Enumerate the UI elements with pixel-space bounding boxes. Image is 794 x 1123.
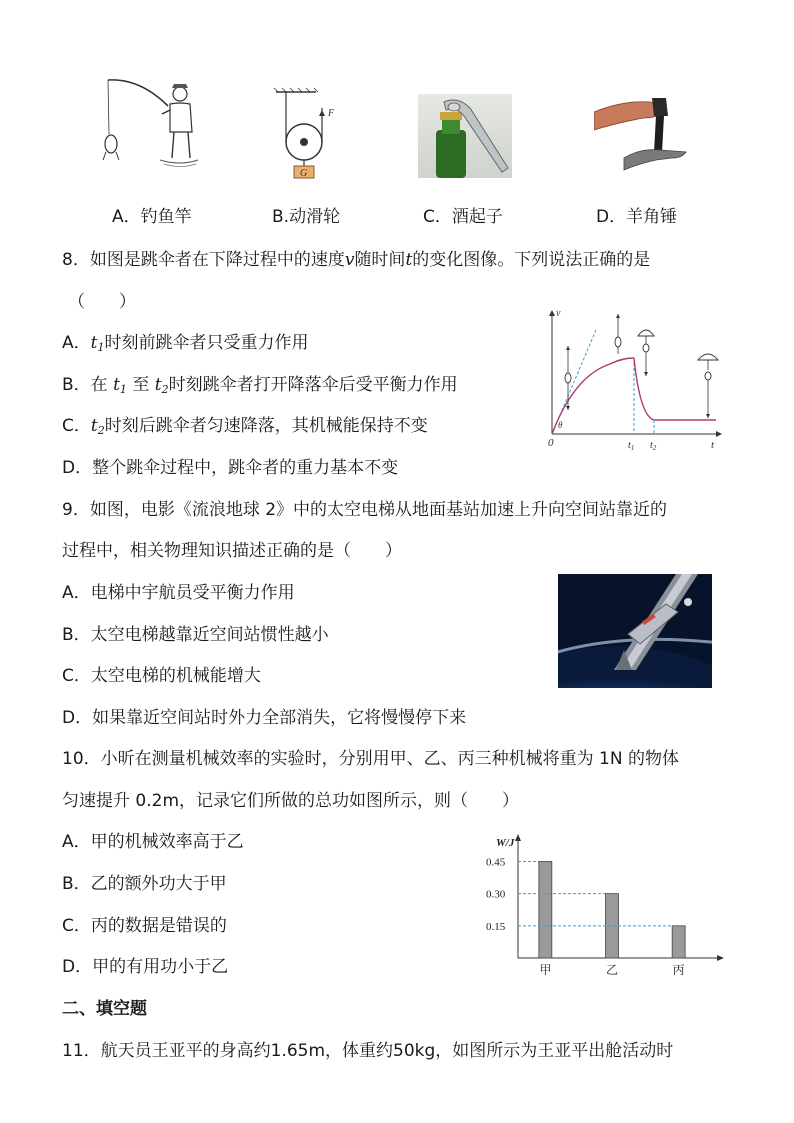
bottle-opener-photo bbox=[418, 94, 512, 178]
q9-stem-line2: 过程中，相关物理知识描述正确的是（ ） bbox=[62, 541, 402, 561]
movable-pulley-figure bbox=[272, 86, 352, 180]
q11-stem-line1: 11．航天员王亚平的身高约1.65m，体重约50kg，如图所示为王亚平出舱活动时 bbox=[62, 1041, 674, 1061]
space-elevator-photo bbox=[558, 574, 712, 688]
x-category-label: 乙 bbox=[605, 963, 619, 977]
q8-answer-bracket: （ ） bbox=[68, 292, 136, 312]
q10-option-c: C．丙的数据是错误的 bbox=[62, 916, 227, 936]
bar-2 bbox=[606, 894, 619, 958]
velocity-time-graph bbox=[540, 306, 726, 454]
graph-v-label: v bbox=[556, 308, 561, 319]
q10-stem-line1: 10．小昕在测量机械效率的实验时，分别用甲、乙、丙三种机械将重为 1N 的物体 bbox=[62, 749, 679, 769]
q9-stem-line1: 9．如图，电影《流浪地球 2》中的太空电梯从地面基站加速上升向空间站靠近的 bbox=[62, 500, 668, 520]
work-bar-chart bbox=[480, 830, 726, 982]
q7-option-d: D．羊角锤 bbox=[596, 207, 678, 227]
x-category-label: 丙 bbox=[672, 963, 685, 977]
q9-option-a: A．电梯中宇航员受平衡力作用 bbox=[62, 583, 295, 603]
q10-option-b: B．乙的额外功大于甲 bbox=[62, 874, 227, 894]
y-axis-label: W/J bbox=[496, 837, 515, 849]
q7-option-b: B.动滑轮 bbox=[272, 207, 341, 227]
q8-option-a: A．$t_1$时刻前跳伞者只受重力作用 bbox=[62, 333, 309, 354]
q9-option-d: D．如果靠近空间站时外力全部消失，它将慢慢停下来 bbox=[62, 708, 467, 728]
graph-t2-label: $t_2$ bbox=[650, 440, 657, 452]
bar-3 bbox=[672, 926, 685, 958]
graph-theta-label: θ bbox=[558, 420, 563, 430]
q9-option-b: B．太空电梯越靠近空间站惯性越小 bbox=[62, 625, 329, 645]
graph-t1-label: $t_1$ bbox=[628, 440, 635, 452]
graph-t-label: t bbox=[711, 439, 715, 451]
q10-option-a: A．甲的机械效率高于乙 bbox=[62, 832, 244, 852]
section-title: 二、填空题 bbox=[62, 999, 147, 1019]
q8-stem: 8．如图是跳伞者在下降过程中的速度v随时间t的变化图像。下列说法正确的是 bbox=[62, 250, 651, 270]
x-category-label: 甲 bbox=[539, 963, 552, 977]
q10-option-d: D．甲的有用功小于乙 bbox=[62, 957, 229, 977]
q7-option-c: C．酒起子 bbox=[423, 207, 503, 227]
work-bar-chart-svg bbox=[480, 830, 726, 982]
q10-stem-line2: 匀速提升 0.2m，记录它们所做的总功如图所示，则（ ） bbox=[62, 791, 519, 811]
claw-hammer-photo bbox=[594, 94, 690, 180]
fishing-rod-figure bbox=[100, 76, 200, 170]
bar-1 bbox=[539, 861, 552, 958]
weight-label: G bbox=[300, 168, 308, 179]
y-tick-label: 0.30 bbox=[486, 888, 506, 901]
q8-option-b: B．在 $t_1$ 至 $t_2$时刻跳伞者打开降落伞后受平衡力作用 bbox=[62, 375, 458, 396]
q9-option-c: C．太空电梯的机械能增大 bbox=[62, 666, 261, 686]
y-tick-label: 0.45 bbox=[486, 856, 506, 869]
q8-option-c: C．$t_2$时刻后跳伞者匀速降落，其机械能保持不变 bbox=[62, 416, 428, 437]
q7-option-a: A．钓鱼竿 bbox=[112, 207, 192, 227]
y-tick-label: 0.15 bbox=[486, 920, 506, 933]
graph-origin-label: 0 bbox=[548, 437, 554, 449]
q8-option-d: D．整个跳伞过程中，跳伞者的重力基本不变 bbox=[62, 458, 399, 478]
force-label: F bbox=[328, 108, 335, 119]
